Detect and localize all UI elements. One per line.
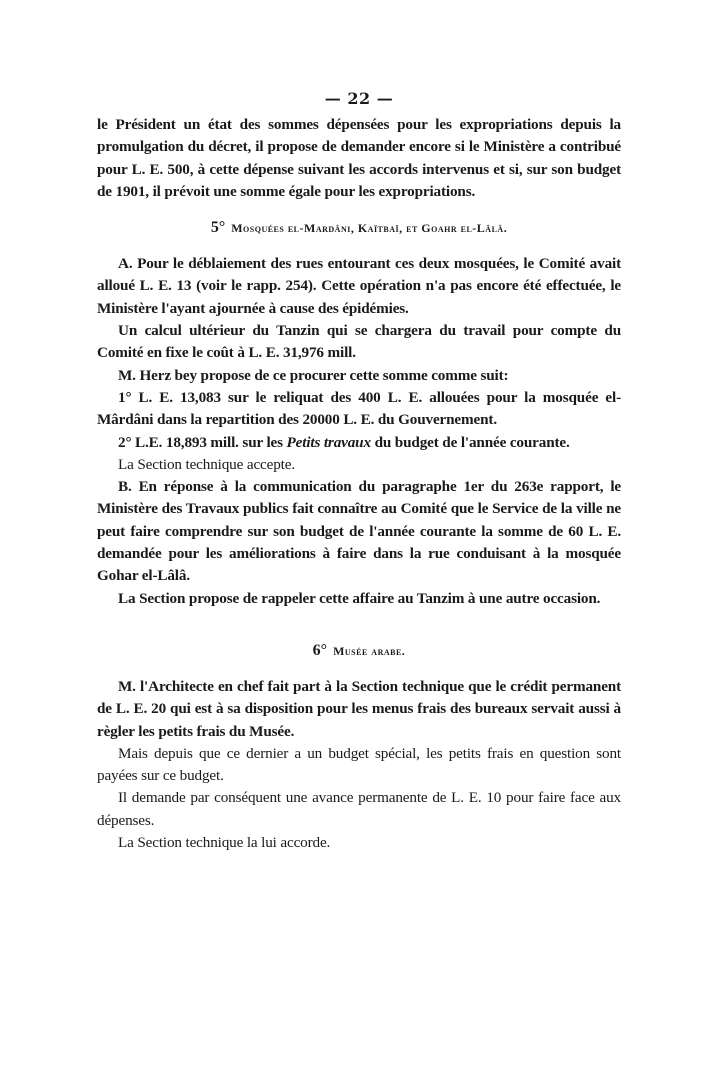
paragraph-architecte: M. l'Architecte en chef fait part à la Section technique que le crédit permanent de L. E. 20 qui est à sa disposition pour les menus frais des bureaux servait aussi à règler les petits frais du Musée. xyxy=(97,677,621,740)
section-number: 5° xyxy=(210,219,226,237)
paragraph-calcul: Un calcul ultérieur du Tanzin qui se chargera du travail pour compte du Comité en fixe le coût à L. E. 31,976 mill. xyxy=(97,322,621,362)
paragraph-b: B. En réponse à la communication du paragraphe 1er du 263e rapport, le Ministère des Travaux publics fait connaître au Comité que le Service de la ville ne peut faire comprendre sur son budget de l'année courante la somme de 60 L. E. demandée pour les améliorations à faire dans la rue conduisant à la mosquée Gohar el-Lâlâ. xyxy=(97,478,621,585)
section-title: Musée arabe. xyxy=(333,643,406,658)
paragraph-item-2 xyxy=(97,432,621,454)
paragraph-mais: Mais depuis que ce dernier a un budget spécial, les petits frais en question sont payées sur ce budget. xyxy=(97,744,621,785)
item-2-text-after: du budget de l'année courante. xyxy=(370,433,570,451)
paragraph-a: A. Pour le déblaiement des rues entourant ces deux mosquées, le Comité avait alloué L. E. 13 (voir le rapp. 254). Cette opération n'a pas encore été effectuée, le Ministère l'ayant ajournée à cause des épidémies. xyxy=(97,255,621,317)
page-number: — 22 — xyxy=(324,89,394,108)
intro-paragraph: le Président un état des sommes dépensées pour les expropriations depuis la promulgation du décret, il propose de demander encore si le Ministère a contribué pour L. E. 500, à cette dépense suivant les accords intervenus et si, sur son budget de 1901, il prévoit une somme égale pour les expropriations. xyxy=(97,116,621,200)
paragraph-herz: M. Herz bey propose de ce procurer cette somme comme suit: xyxy=(118,366,509,384)
section-heading-5 xyxy=(97,217,621,239)
section-number: 6° xyxy=(312,641,328,659)
paragraph-accorde: La Section technique la lui accorde. xyxy=(118,834,331,852)
paragraph-accepte: La Section technique accepte. xyxy=(118,455,295,473)
item-2-text: 2° L.E. 18,893 mill. sur les xyxy=(118,433,287,451)
paragraph-item-1: 1° L. E. 13,083 sur le reliquat des 400 L. E. allouées pour la mosquée el-Mârdâni dans la repartition des 20000 L. E. du Gouvernement. xyxy=(97,388,621,429)
paragraph-avance: Il demande par conséquent une avance permanente de L. E. 10 pour faire face aux dépenses. xyxy=(97,789,621,829)
document-page xyxy=(97,88,621,854)
section-title: Mosquées el-Mardâni, Kaïtbaï, et Goahr el-Lâlâ. xyxy=(231,221,508,236)
section-heading-6 xyxy=(97,640,621,662)
paragraph-rappeler: La Section propose de rappeler cette affaire au Tanzim à une autre occasion. xyxy=(118,589,601,607)
item-2-italic: Petits travaux xyxy=(286,433,371,451)
